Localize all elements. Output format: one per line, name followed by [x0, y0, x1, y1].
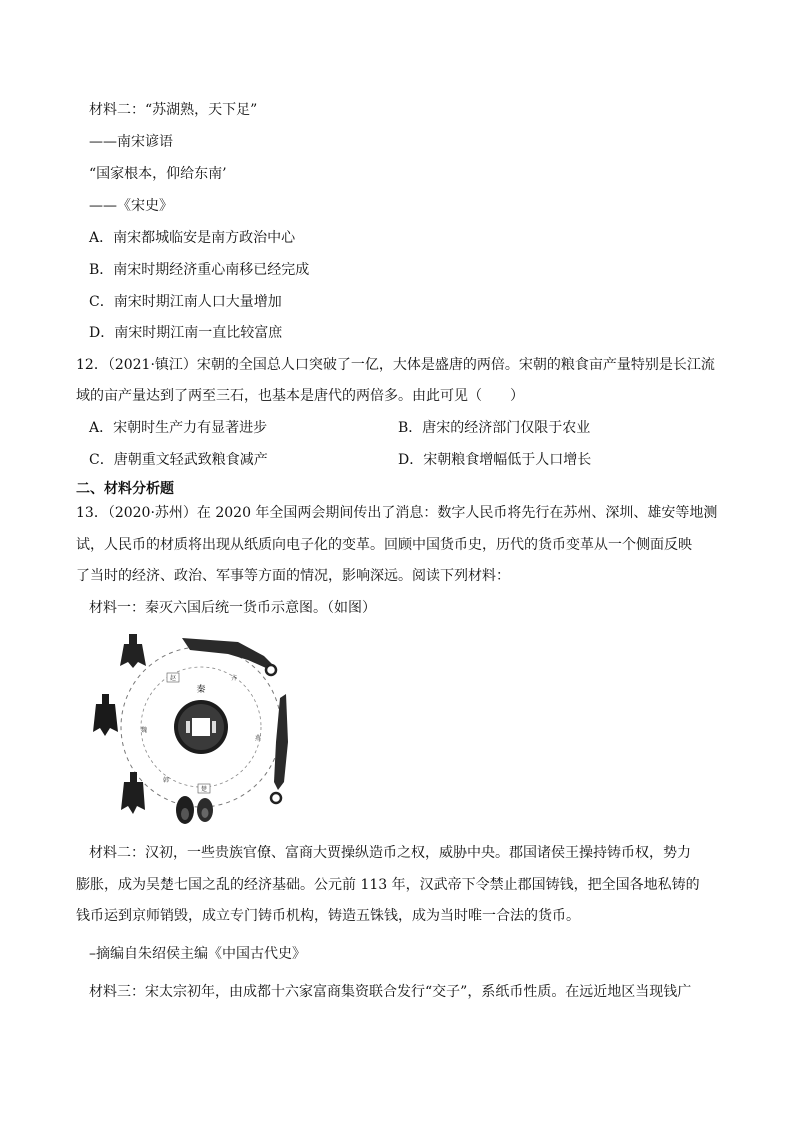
source-proverb: ——南宋谚语 [89, 134, 173, 150]
q11-option-d[interactable]: D．南宋时期江南一直比较富庶 [89, 325, 283, 341]
state-label-qi: 齐 [230, 675, 238, 682]
q13-stem-line3: 了当时的经济、政治、军事等方面的情况，影响深远。阅读下列材料： [76, 568, 510, 584]
material-two-line3: 钱币运到京师销毁，成立专门铸币机构，铸造五铢钱，成为当时唯一合法的货币。 [76, 908, 580, 924]
state-label-zhao: 赵 [169, 675, 177, 682]
spade-coin-middle-icon [93, 694, 118, 736]
q12-option-d[interactable]: D．宋朝粮食增幅低于人口增长 [398, 452, 592, 468]
q13-stem-line1: 13．（2020·苏州）在 2020 年全国两会期间传出了消息：数字人民币将先行在苏州、深圳、雄安等地测 [76, 505, 718, 521]
q12-option-b[interactable]: B．唐宋的经济部门仅限于农业 [398, 420, 591, 436]
spade-coin-top-icon [120, 634, 146, 668]
state-label-yan: 燕 [254, 735, 262, 742]
q13-stem-line2: 试，人民币的材质将出现从纸质向电子化的变革。回顾中国货币史，历代的货币变革从一个侧面反映 [76, 537, 692, 553]
ant-nose-coin-icon [176, 796, 213, 824]
q11-option-b[interactable]: B．南宋时期经济重心南移已经完成 [89, 262, 310, 278]
quote-songshi: “国家根本，仰给东南’ [89, 166, 227, 182]
currency-unification-figure [88, 632, 300, 838]
source-songshi: ——《宋史》 [89, 198, 173, 214]
q12-option-a[interactable]: A．宋朝时生产力有显著进步 [89, 420, 268, 436]
q12-option-c[interactable]: C．唐朝重文轻武致粮食减产 [89, 452, 268, 468]
spade-coin-bottom-icon [121, 772, 145, 814]
material-three-line1: 材料三：宋太宗初年，由成都十六家富商集资联合发行“交子”，系纸币性质。在远近地区当现钱广 [89, 984, 692, 1000]
material-two-line2: 膨胀，成为吴楚七国之乱的经济基础。公元前 113 年，汉武帝下令禁止郡国铸钱，把全国各地私铸的 [76, 877, 700, 893]
q12-stem-line1: 12．（2021·镇江）宋朝的全国总人口突破了一亿，大体是盛唐的两倍。宋朝的粮食亩产量特别是长江流 [76, 357, 715, 373]
knife-coin-right-icon [271, 694, 288, 803]
qin-banliang-coin [174, 700, 228, 754]
material-two-line1: 材料二：汉初，一些贵族官僚、富商大贾操纵造币之权，威胁中央。郡国诸侯王操持铸币权，势力 [89, 845, 691, 861]
q11-option-c[interactable]: C．南宋时期江南人口大量增加 [89, 294, 282, 310]
figure-center-label: 秦 [196, 685, 206, 695]
q12-stem-line2: 域的亩产量达到了两至三石，也基本是唐代的两倍多。由此可见（ ） [76, 388, 524, 404]
state-label-chu: 楚 [200, 786, 208, 793]
section-heading: 二、材料分析题 [76, 481, 174, 497]
material-two-source: –摘编自朱绍侯主编《中国古代史》 [89, 946, 306, 962]
material-one: 材料一：秦灭六国后统一货币示意图。（如图） [89, 600, 376, 616]
state-label-han: 韩 [162, 777, 170, 784]
q11-option-a[interactable]: A．南宋都城临安是南方政治中心 [89, 230, 296, 246]
state-label-wei: 魏 [140, 727, 148, 734]
material-two-heading: 材料二：“苏湖熟，天下足” [89, 102, 258, 118]
knife-coin-top-icon [182, 638, 276, 675]
